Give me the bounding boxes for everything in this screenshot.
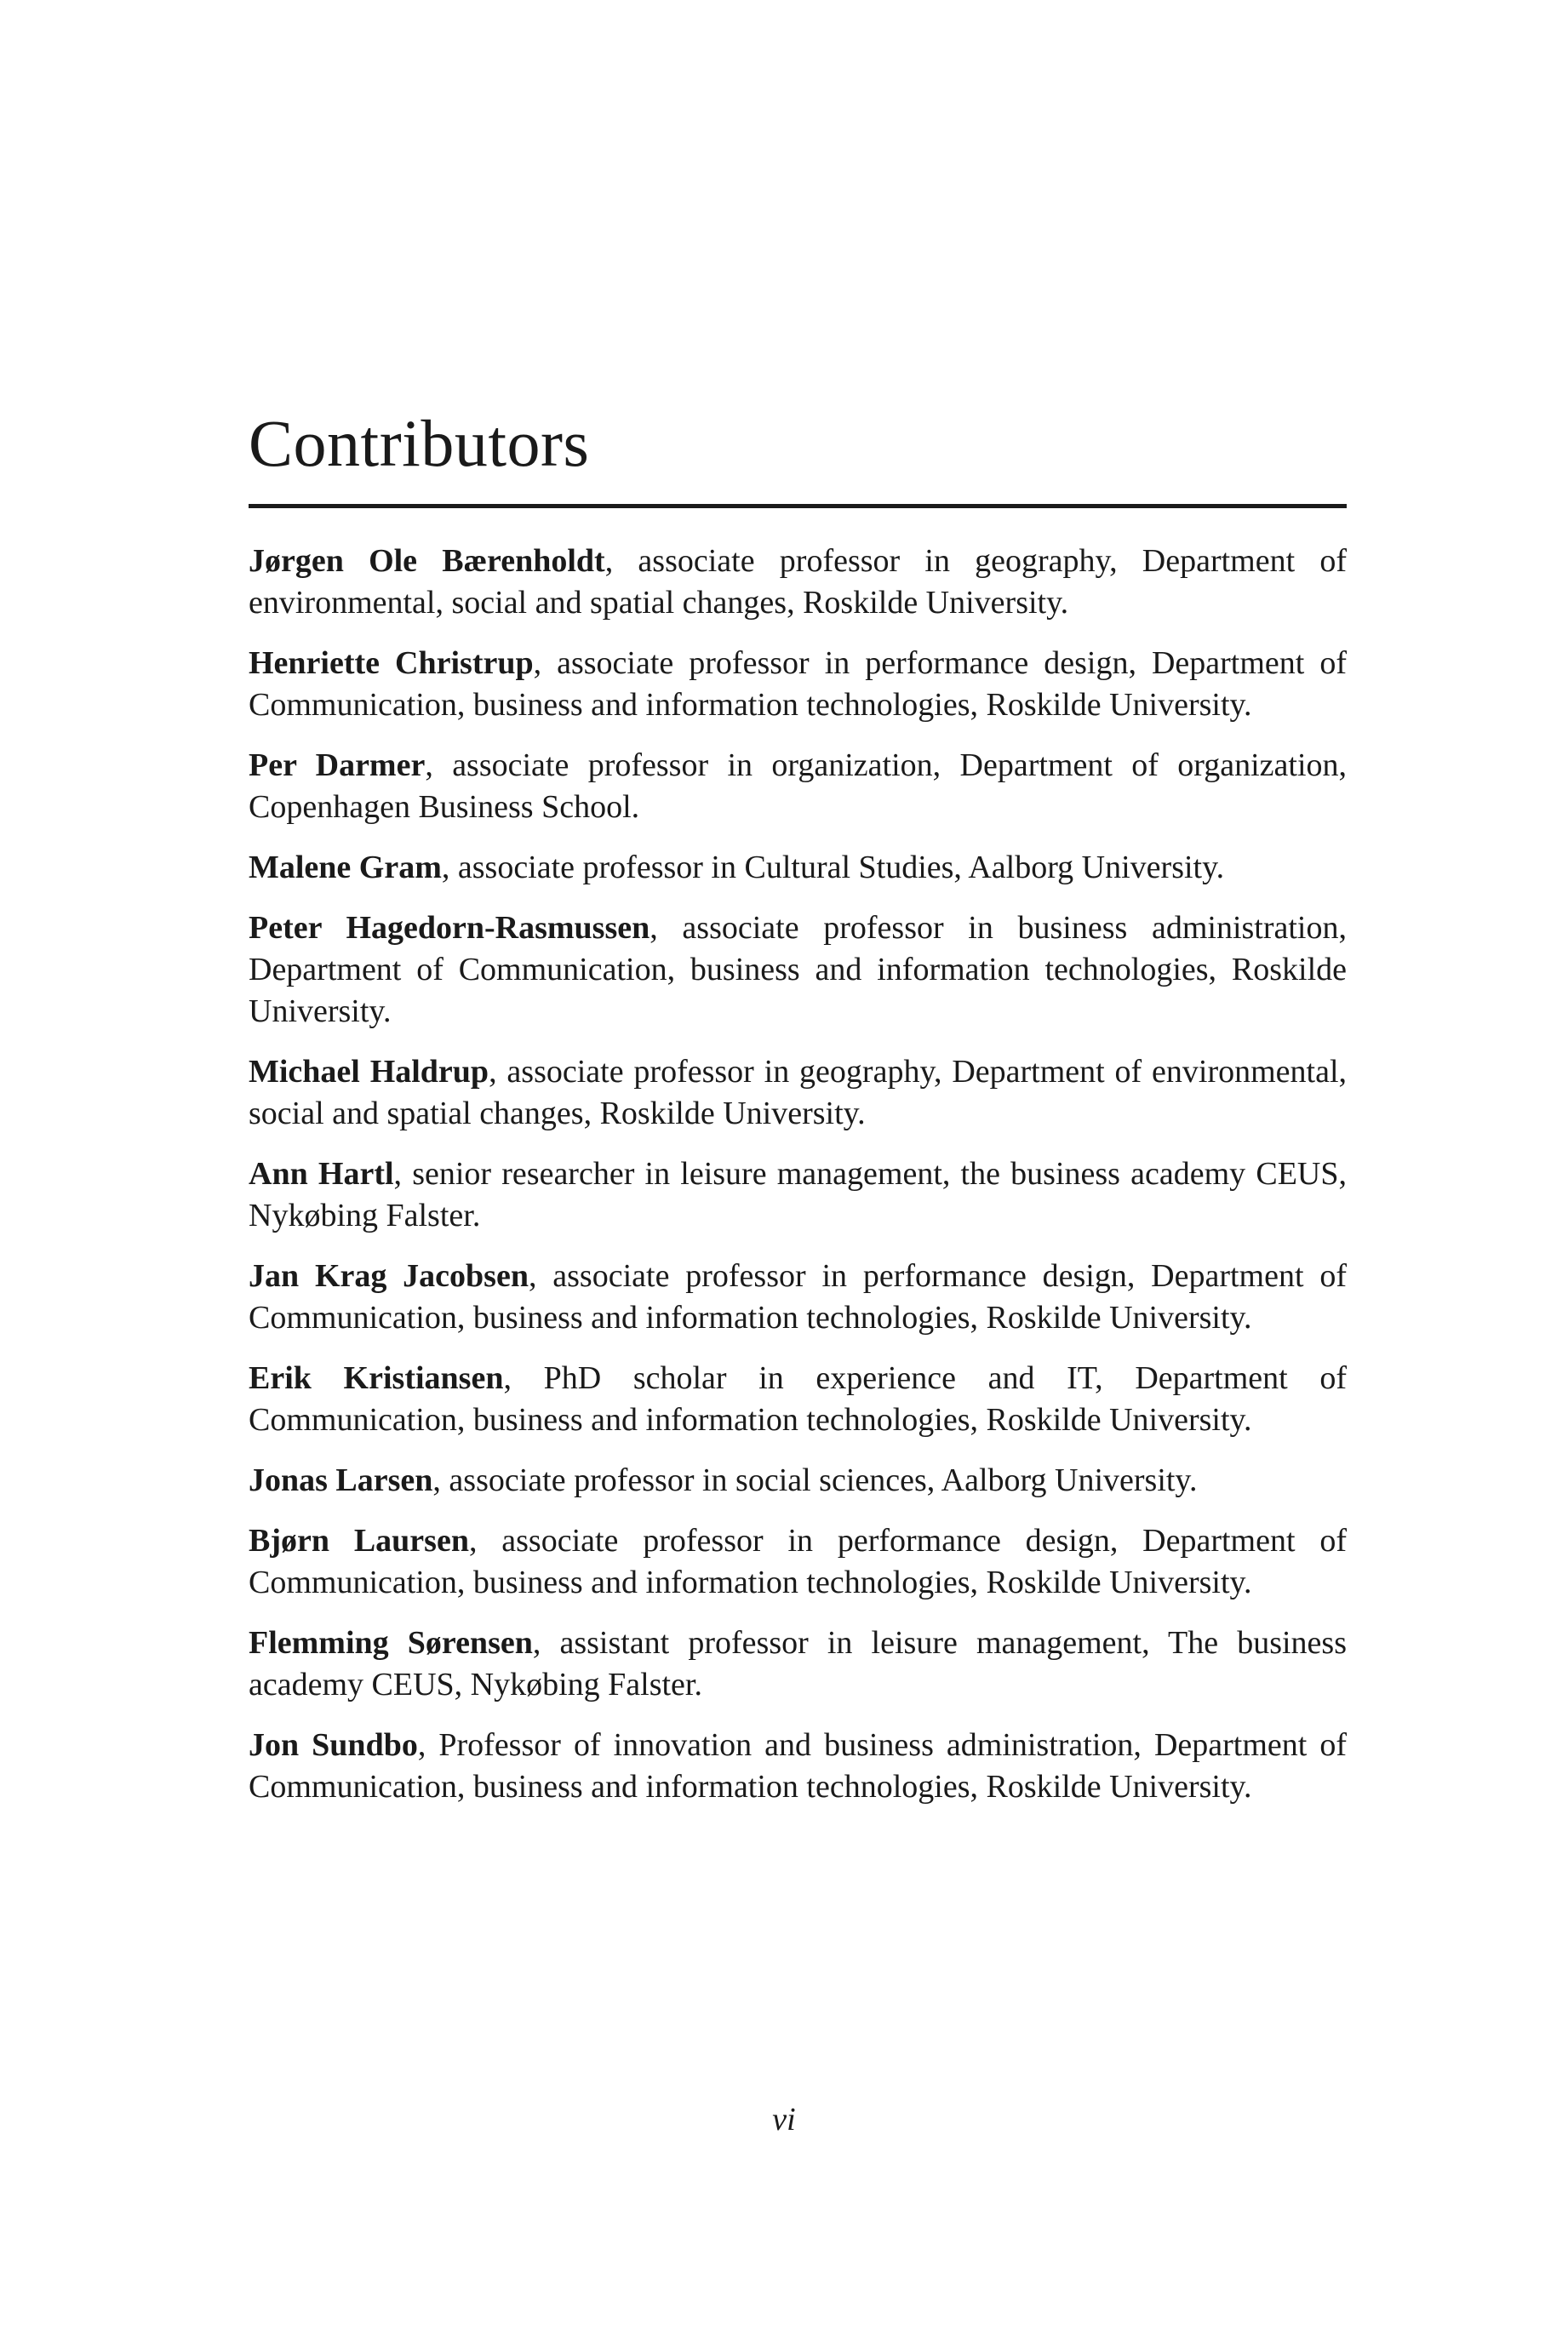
contributor-description: , associate professor in performance design, Department of Communication, business and information technologies, Roskilde University. bbox=[249, 1522, 1347, 1600]
contributor-entry bbox=[249, 1460, 1347, 1502]
contributor-description: , associate professor in social sciences, Aalborg University. bbox=[432, 1462, 1198, 1498]
contributor-description: , assistant professor in leisure management, The business academy CEUS, Nykøbing Falster. bbox=[249, 1624, 1347, 1702]
contributors-page bbox=[249, 407, 1347, 1827]
contributor-description: , associate professor in performance design, Department of Communication, business and information technologies, Roskilde University. bbox=[249, 1257, 1347, 1336]
contributor-name: Jon Sundbo bbox=[249, 1726, 418, 1763]
contributor-description: , associate professor in organization, Department of organization, Copenhagen Business School. bbox=[249, 747, 1348, 825]
contributor-entry bbox=[249, 541, 1347, 624]
contributor-description: , Professor of innovation and business administration, Department of Communication, business and information technologies, Roskilde University. bbox=[249, 1726, 1347, 1805]
contributor-name: Jørgen Ole Bærenholdt bbox=[249, 542, 605, 579]
contributor-name: Ann Hartl bbox=[249, 1155, 394, 1192]
contributor-description: , associate professor in business administration, Department of Communication, business and information technologies, Roskilde University. bbox=[249, 909, 1347, 1029]
contributor-entry bbox=[249, 1358, 1347, 1441]
contributor-entry bbox=[249, 847, 1347, 889]
contributor-name: Per Darmer bbox=[249, 747, 426, 783]
contributor-name: Flemming Sørensen bbox=[249, 1624, 533, 1661]
contributor-name: Henriette Christrup bbox=[249, 644, 534, 681]
contributor-description: , associate professor in performance design, Department of Communication, business and information technologies, Roskilde University. bbox=[249, 644, 1347, 723]
contributor-entry bbox=[249, 1153, 1347, 1237]
contributor-name: Jonas Larsen bbox=[249, 1462, 433, 1498]
contributor-entry bbox=[249, 1256, 1347, 1339]
contributor-name: Malene Gram bbox=[249, 849, 442, 885]
contributor-description: , associate professor in geography, Department of environmental, social and spatial changes, Roskilde University. bbox=[249, 542, 1348, 621]
contributor-name: Erik Kristiansen bbox=[249, 1359, 504, 1396]
contributor-description: , senior researcher in leisure management, the business academy CEUS, Nykøbing Falster. bbox=[249, 1155, 1347, 1233]
contributor-description: , PhD scholar in experience and IT, Department of Communication, business and information technologies, Roskilde University. bbox=[249, 1359, 1348, 1438]
contributor-description: , associate professor in geography, Department of environmental, social and spatial changes, Roskilde University. bbox=[249, 1053, 1348, 1131]
page-title: Contributors bbox=[249, 406, 590, 480]
contributor-entry bbox=[249, 745, 1347, 828]
title-rule bbox=[249, 504, 1347, 508]
contributor-entry bbox=[249, 643, 1347, 726]
contributor-entry bbox=[249, 1520, 1347, 1604]
contributor-list bbox=[249, 541, 1347, 1808]
contributor-name: Bjørn Laursen bbox=[249, 1522, 469, 1559]
contributor-name: Peter Hagedorn-Rasmussen bbox=[249, 909, 650, 946]
contributor-entry bbox=[249, 1622, 1347, 1706]
contributor-entry bbox=[249, 907, 1347, 1033]
page-number: vi bbox=[772, 2102, 796, 2137]
contributor-entry bbox=[249, 1051, 1347, 1135]
contributor-description: , associate professor in Cultural Studies, Aalborg University. bbox=[441, 849, 1225, 885]
contributor-name: Jan Krag Jacobsen bbox=[249, 1257, 529, 1294]
contributor-name: Michael Haldrup bbox=[249, 1053, 489, 1090]
contributor-entry bbox=[249, 1725, 1347, 1808]
